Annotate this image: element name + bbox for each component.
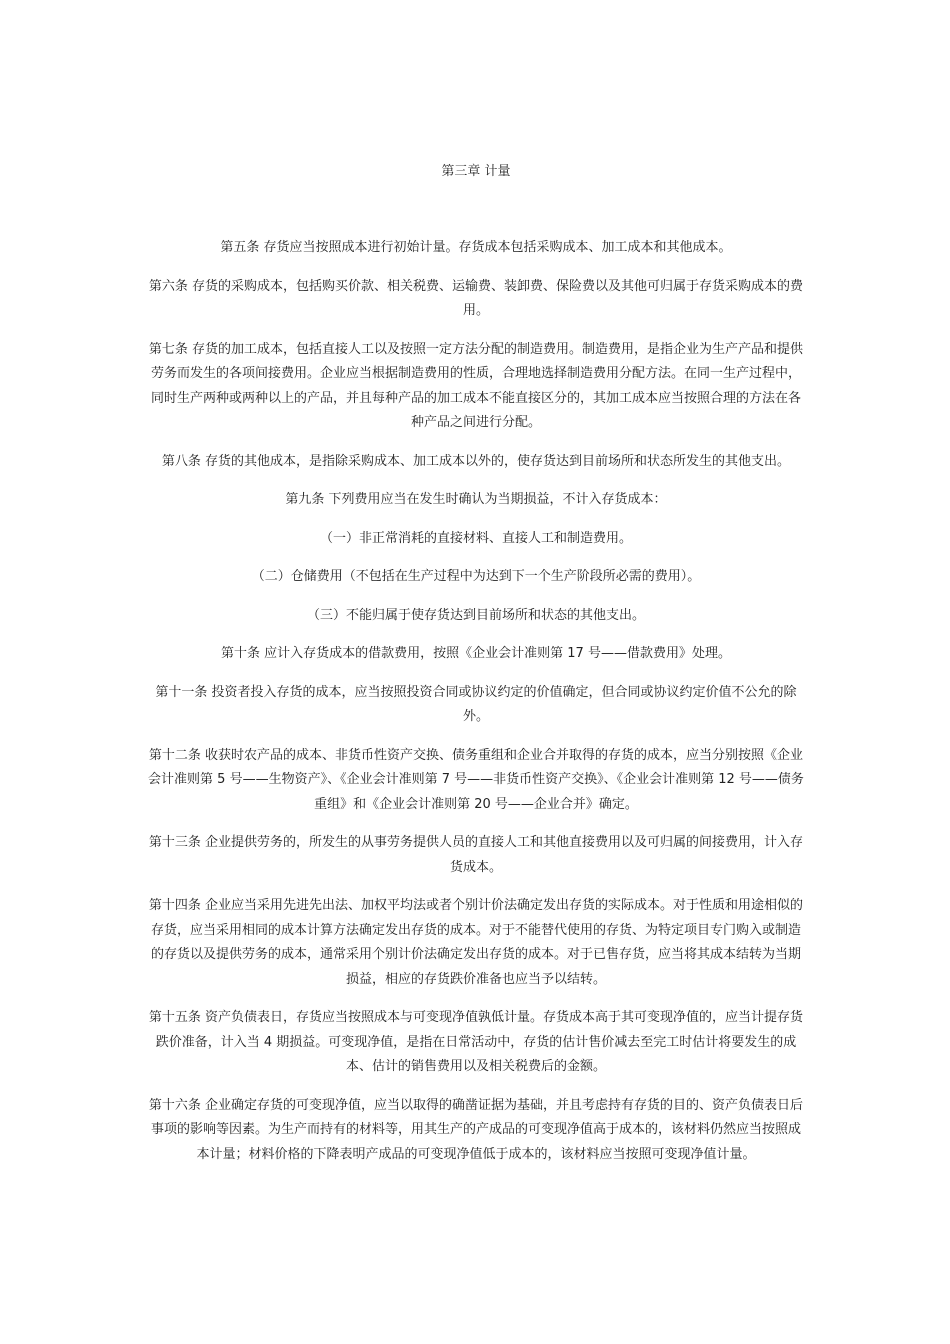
article-16: 第十六条 企业确定存货的可变现净值，应当以取得的确凿证据为基础，并且考虑持有存货的目的、资产负债表日后事项的影响等因素。为生产而持有的材料等，用其生产的产成品的可变现净值高于成本的，该材料仍然应当按照成本计量；材料价格的下降表明产成品的可变现净值低于成本的，该材料应当按照可变现净值计量。: [148, 1097, 804, 1162]
article-12: 第十二条 收获时农产品的成本、非货币性资产交换、债务重组和企业合并取得的存货的成本，应当分别按照《企业会计准则第 5 号——生物资产》、《企业会计准则第 7 号——非货币性资产交换》、《企业会计准则第 12 号——债务重组》和《企业会计准则第 20 号——企业合并》确定。: [148, 747, 804, 812]
article-5: 第五条 存货应当按照成本进行初始计量。存货成本包括采购成本、加工成本和其他成本。: [220, 240, 732, 255]
article-10: 第十条 应计入存货成本的借款费用，按照《企业会计准则第 17 号——借款费用》处理。: [221, 646, 731, 661]
article-15: 第十五条 资产负债表日，存货应当按照成本与可变现净值孰低计量。存货成本高于其可变现净值的，应当计提存货跌价准备，计入当 4 期损益。可变现净值，是指在日常活动中，存货的估计售价减去至完工时估计将要发生的成本、估计的销售费用以及相关税费后的金额。: [148, 1010, 804, 1074]
article-11: 第十一条 投资者投入存货的成本，应当按照投资合同或协议约定的价值确定，但合同或协议约定价值不公允的除外。: [155, 684, 797, 724]
article-7: 第七条 存货的加工成本，包括直接人工以及按照一定方法分配的制造费用。制造费用，是指企业为生产产品和提供劳务而发生的各项间接费用。企业应当根据制造费用的性质，合理地选择制造费用分配方法。在同一生产过程中，同时生产两种或两种以上的产品，并且每种产品的加工成本不能直接区分的，其加工成本应当按照合理的方法在各种产品之间进行分配。: [148, 341, 804, 430]
article-9: 第九条 下列费用应当在发生时确认为当期损益，不计入存货成本：: [285, 492, 667, 507]
article-8: 第八条 存货的其他成本，是指除采购成本、加工成本以外的，使存货达到目前场所和状态所发生的其他支出。: [161, 453, 791, 469]
document-body: [146, 236, 806, 1181]
article-13: 第十三条 企业提供劳务的，所发生的从事劳务提供人员的直接人工和其他直接费用以及可归属的间接费用，计入存货成本。: [148, 835, 804, 875]
article-6: 第六条 存货的采购成本，包括购买价款、相关税费、运输费、装卸费、保险费以及其他可归属于存货采购成本的费用。: [148, 278, 804, 318]
article-14: 第十四条 企业应当采用先进先出法、加权平均法或者个别计价法确定发出存货的实际成本。对于性质和用途相似的存货，应当采用相同的成本计算方法确定发出存货的成本。对于不能替代使用的存货、为特定项目专门购入或制造的存货以及提供劳务的成本，通常采用个别计价法确定发出存货的成本。对于已售存货，应当将其成本结转为当期损益，相应的存货跌价准备也应当予以结转。: [148, 898, 804, 987]
chapter-title: 第三章 计量: [441, 164, 511, 179]
article-9-item-2: （二）仓储费用（不包括在生产过程中为达到下一个生产阶段所必需的费用）。: [251, 569, 701, 584]
article-9-item-1: （一）非正常消耗的直接材料、直接人工和制造费用。: [319, 530, 632, 546]
article-9-item-3: （三）不能归属于使存货达到目前场所和状态的其他支出。: [306, 607, 645, 623]
